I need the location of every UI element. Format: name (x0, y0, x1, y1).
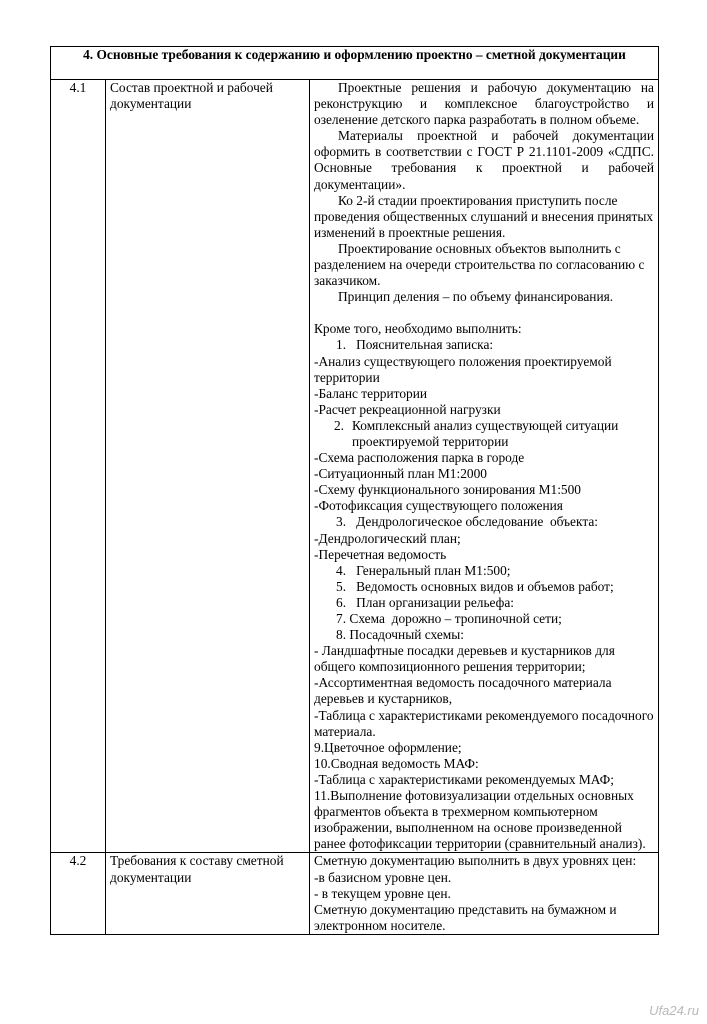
list-line: - в текущем уровне цен. (314, 885, 451, 901)
list-item: 7. Схема дорожно – тропиночной сети; (336, 611, 562, 626)
list-line: -Баланс территории (314, 385, 428, 401)
list-line: -Таблица с характеристиками рекомендуемого посадочного материала. (314, 707, 654, 739)
list-line: Сметную документацию представить на бумажном и электронном носителе. (314, 901, 617, 933)
row-label: Требования к составу сметной документации (106, 853, 310, 934)
list-item: 4. Генеральный план М1:500; (336, 562, 511, 578)
list-item: 5. Ведомость основных видов и объемов работ; (336, 578, 614, 594)
list-line: -Схема расположения парка в городе (314, 450, 525, 466)
list-item: 1. Пояснительная записка: (336, 337, 494, 353)
list-line: 11.Выполнение фотовизуализации отдельных основных фрагментов объекта в трехмерном компьютерном изображении, выполненном на основе произведенной ранее фотофиксации территории (сравнительный анализ). (314, 788, 646, 852)
list-line: -Дендрологический план; (314, 530, 461, 546)
row-number: 4.1 (51, 80, 106, 853)
list-line: -в базисном уровне цен. (314, 869, 452, 885)
row-number: 4.2 (51, 853, 106, 934)
table-header-row (51, 47, 659, 80)
paragraph: Ко 2-й стадии проектирования приступить после проведения общественных слушаний и внесения принятых изменений в проектные решения. (314, 192, 654, 240)
list-line: -Ассортиментная ведомость посадочного материала деревьев и кустарников, (314, 675, 612, 707)
list-line: -Фотофиксация существующего положения (314, 498, 563, 514)
row-label: Состав проектной и рабочей документации (106, 80, 310, 853)
list-item-number: 2. (333, 417, 344, 433)
paragraph: Материалы проектной и рабочей документации оформить в соответствии с ГОСТ Р 21.1101-2009 «СДПС. Основные требования к проектной и рабочей документации». (314, 128, 654, 192)
list-line: -Ситуационный план М1:2000 (314, 466, 487, 482)
list-item (314, 418, 654, 450)
list-intro: Кроме того, необходимо выполнить: (314, 321, 522, 337)
list-line: -Расчет рекреационной нагрузки (314, 401, 501, 417)
paragraph: Проектные решения и рабочую документацию на реконструкцию и комплексное благоустройство и озеленение детского парка разработать в полном объеме. (314, 80, 654, 128)
list-line: -Схему функционального зонирования М1:500 (314, 482, 581, 498)
list-item: 3. Дендрологическое обследование объекта: (336, 514, 599, 530)
list-line: -Перечетная ведомость (314, 546, 447, 562)
list-line: Сметную документацию выполнить в двух уровнях цен: (314, 853, 637, 869)
list-item-text: Комплексный анализ существующей ситуации проектируемой территории (352, 417, 619, 449)
list-line: 10.Сводная ведомость МАФ: (314, 755, 479, 771)
requirements-table (50, 46, 659, 935)
table-row (51, 80, 659, 853)
list-line: -Таблица с характеристиками рекомендуемых МАФ; (314, 771, 614, 787)
row-content (310, 853, 659, 934)
section-title: 4. Основные требования к содержанию и оформлению проектно – сметной документации (51, 47, 659, 80)
list-line: 9.Цветочное оформление; (314, 739, 462, 755)
table-row (51, 853, 659, 934)
list-line: -Анализ существующего положения проектируемой территории (314, 353, 612, 385)
list-item: 6. План организации рельефа: (336, 594, 515, 610)
paragraph: Принцип деления – по объему финансирования. (338, 289, 614, 305)
watermark-logo: Ufa24.ru (649, 1003, 699, 1018)
list-line: - Ландшафтные посадки деревьев и кустарников для общего композиционного решения территории; (314, 643, 615, 675)
row-content (310, 80, 659, 853)
list-item: 8. Посадочный схемы: (336, 627, 464, 643)
paragraph: Проектирование основных объектов выполнить с разделением на очереди строительства по согласованию с заказчиком. (314, 240, 645, 289)
